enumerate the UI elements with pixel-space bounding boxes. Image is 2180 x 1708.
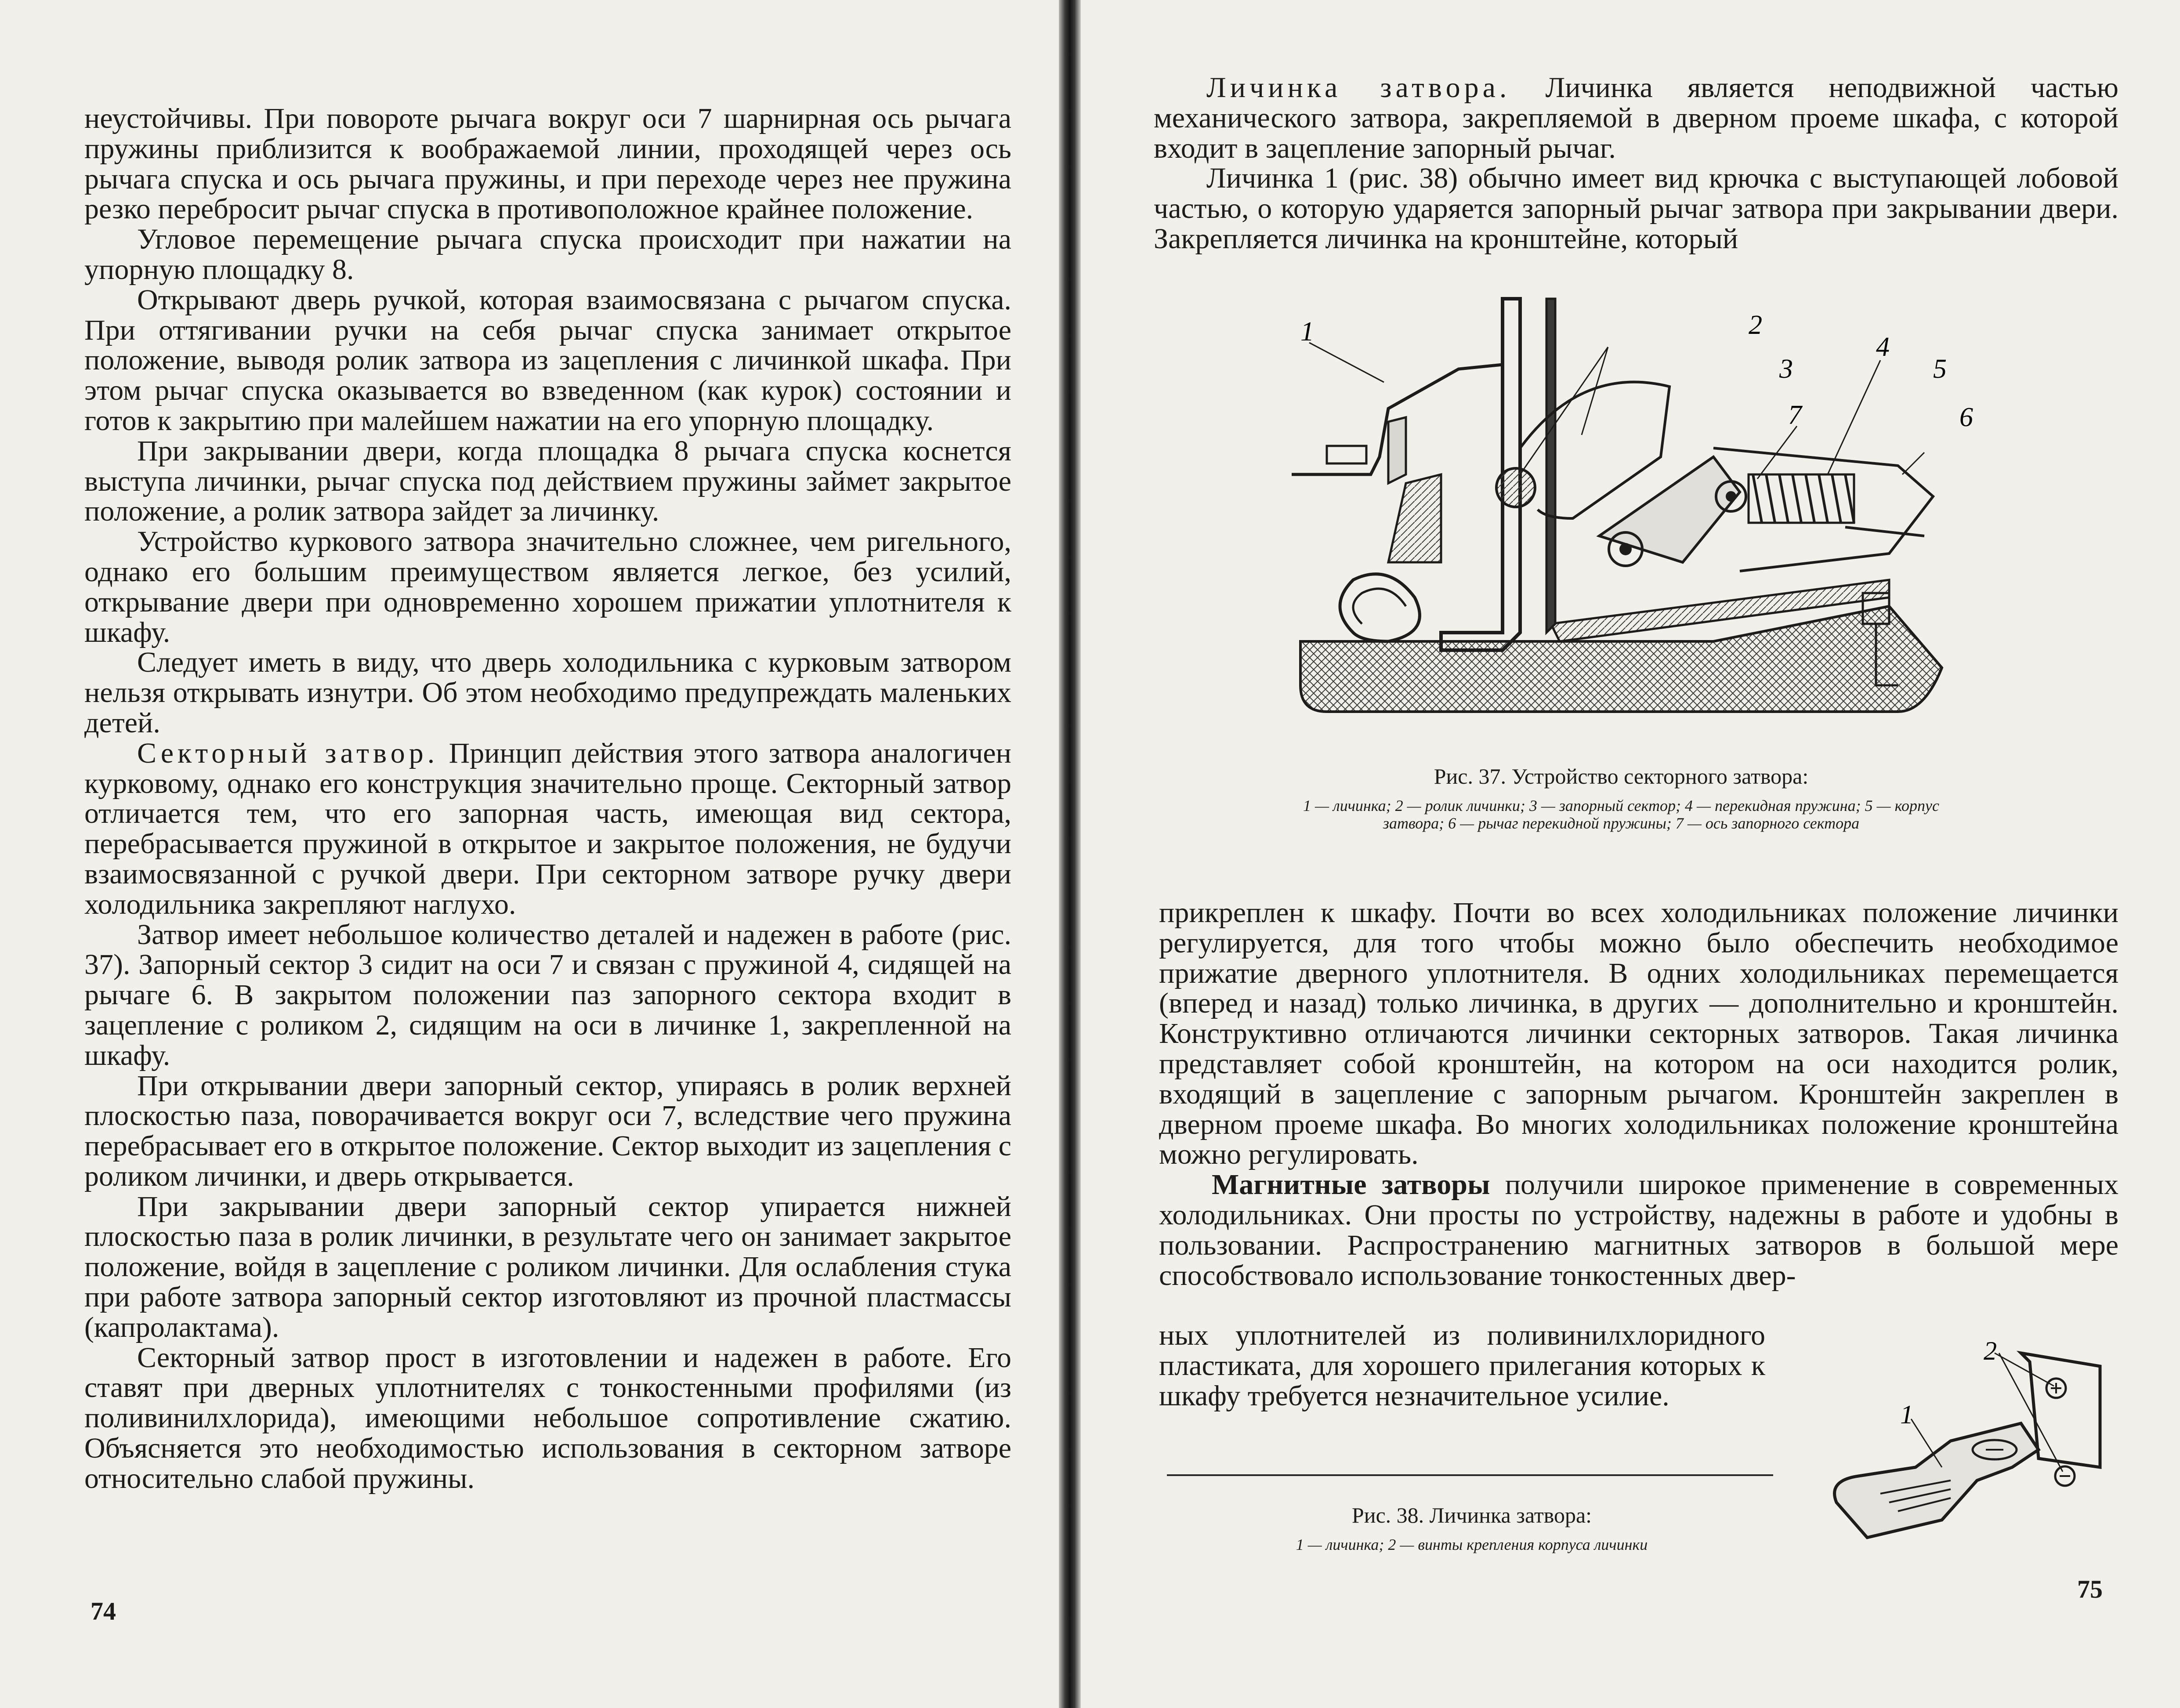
paragraph-text: получили широкое применение в современных холодильниках. Они просты по устройству, надежны в работе и удобны в пользовании. Распространению магнитных затворов в большой мере способствовало использование тонкостенных двер-: [1159, 1169, 2118, 1292]
section-heading-bold: Магнитные затворы: [1212, 1169, 1490, 1201]
figure-38-label: 1: [1900, 1400, 1913, 1429]
right-page-middle-text: [1159, 898, 2118, 1291]
door-seal: [1340, 574, 1420, 641]
right-page-narrow-text: [1159, 1321, 1765, 1411]
section-heading: Личинка затвора.: [1206, 72, 1511, 104]
latch-housing: [1713, 448, 1933, 571]
paragraph: Личинка 1 (рис. 38) обычно имеет вид крючка с выступающей лобовой частью, о которую ударяется запорный рычаг затвора при закрывании двери. Закрепляется личинка на кронштейне, который: [1154, 162, 2118, 255]
latch-bracket: [1388, 417, 1406, 483]
paragraph: Следует иметь в виду, что дверь холодильника с курковым затвором нельзя открывать изнутри. Об этом необходимо предупреждать маленьких детей.: [84, 646, 1011, 739]
figure-38-drawing: [1810, 1335, 2109, 1555]
figure-37-label: 1: [1300, 317, 1314, 347]
figure-38-legend: 1 — личинка; 2 — винты крепления корпуса личинки: [1296, 1536, 1648, 1553]
paragraph: Устройство куркового затвора значительно сложнее, чем ригельного, однако его большим преимуществом является легкое, без усилий, открывание двери при одновременно хорошем прижатии уплотнителя к шкафу.: [84, 525, 1011, 648]
figure-37-label: 6: [1959, 402, 1973, 432]
paragraph: При открывании двери запорный сектор, упираясь в ролик верхней плоскостью паза, поворачивается вокруг оси 7, вследствие чего пружина перебрасывает его в открытое положение. Сектор выходит из зацепления с роликом личинки, и дверь открывается.: [84, 1069, 1011, 1192]
paragraph: [1159, 1170, 2118, 1291]
caption-divider: [1167, 1474, 1773, 1476]
figure-37-legend: 1 — личинка; 2 — ролик личинки; 3 — запорный сектор; 4 — перекидная пружина; 5 — корпус затвора; 6 — рычаг перекидной пружины; 7 — ось запорного сектора: [1303, 797, 1939, 832]
figure-37-label: 5: [1933, 354, 1947, 384]
section-heading: Секторный затвор.: [137, 737, 439, 769]
left-page: [0, 0, 1059, 1708]
figure-37-label: 3: [1779, 354, 1793, 384]
latch-body: [1835, 1423, 2039, 1538]
book-gutter: [1059, 0, 1081, 1708]
paragraph-text: Принцип действия этого затвора аналогичен курковому, однако его конструкция значительно проще. Секторный затвор отличается тем, что его запорная часть, имеющая вид сектора, перебрасывается пружиной в открытое и закрытое положения, не будучи взаимосвязанной с ручкой двери. При секторном затворе ручку двери холодильника закрепляют наглухо.: [84, 737, 1011, 920]
figure-37-drawing: [1274, 290, 2003, 729]
figure-37-caption: Рис. 37. Устройство секторного затвора:: [1434, 764, 1809, 789]
page-number-right: 75: [2077, 1575, 2103, 1603]
over-center-spring: [1749, 474, 1854, 523]
paragraph: прикреплен к шкафу. Почти во всех холодильниках положение личинки регулируется, для того чтобы можно было обеспечить необходимое прижатие дверного уплотнителя. В одних холодильниках перемещается (вперед и назад) только личинка, в других — дополнительно и кронштейн. Конструктивно отличаются личинки секторных затворов. Такая личинка представляет собой кронштейн, на котором на оси находится ролик, входящий в зацепление с запорным рычагом. Кронштейн закреплен в дверном проеме шкафа. Во многих холодильниках положение кронштейна можно регулировать.: [1159, 897, 2118, 1171]
paragraph: При закрывании двери запорный сектор упирается нижней плоскостью паза в ролик личинки, в результате чего он занимает закрытое положение, войдя в зацепление с роликом личинки. Для ослабления стука при работе затвора запорный сектор изготовляют из прочной пластмассы (капролактама).: [84, 1190, 1011, 1343]
locking-sector: [1520, 382, 1669, 518]
right-page-top-text: [1154, 73, 2118, 254]
paragraph: неустойчивы. При повороте рычага вокруг оси 7 шарнирная ось рычага пружины приблизится к воображаемой линии, проходящей через ось рычага спуска и ось рычага пружины, и при переходе через нее пружина резко перебросит рычаг спуска в противоположное крайнее положение.: [84, 102, 1011, 225]
page-number-left: 74: [91, 1597, 116, 1625]
paragraph: [1154, 73, 2118, 163]
figure-37-label: 4: [1876, 332, 1890, 362]
paragraph: Открывают дверь ручкой, которая взаимосвязана с рычагом спуска. При оттягивании ручки на себя рычаг спуска занимает открытое положение, выводя ролик затвора из зацепления с личинкой шкафа. При этом рычаг спуска оказывается во взведенном (как курок) состоянии и готов к закрытию при малейшем нажатии на его упорную площадку.: [84, 283, 1011, 437]
paragraph: При закрывании двери, когда площадка 8 рычага спуска коснется выступа личинки, рычаг спуска под действием пружины займет закрытое положение, а ролик затвора зайдет за личинку.: [84, 434, 1011, 528]
figure-37-label: 2: [1749, 310, 1762, 340]
paragraph: Угловое перемещение рычага спуска происходит при нажатии на упорную площадку 8.: [84, 223, 1011, 286]
figure-37-label: 7: [1788, 400, 1802, 430]
figure-38-label: 2: [1984, 1336, 1997, 1365]
paragraph: ных уплотнителей из поливинилхлоридного пластиката, для хорошего прилегания которых к шкафу требуется незначительное усилие.: [1159, 1319, 1765, 1412]
latch-roller: [1496, 468, 1535, 507]
spring-lever: [1845, 527, 1924, 536]
paragraph-text: Личинка является неподвижной частью механического затвора, закрепляемой в дверном проеме шкафа, с которой входит в зацепление запорный рычаг.: [1154, 72, 2118, 164]
paragraph: Секторный затвор прост в изготовлении и надежен в работе. Его ставят при дверных уплотнителях с тонкостенными профилями (из поливинилхлорида), имеющими небольшое сопротивление сжатию. Объясняется это необходимостью использования в секторном затворе относительно слабой пружины.: [84, 1341, 1011, 1494]
left-page-text: [84, 104, 1011, 1494]
paragraph: Затвор имеет небольшое количество деталей и надежен в работе (рис. 37). Запорный сектор 3 сидит на оси 7 и связан с пружиной 4, сидящей на рычаге 6. В закрытом положении паз запорного сектора входит в зацепление с роликом 2, сидящим на оси в личинке 1, закрепленной на шкафу.: [84, 918, 1011, 1071]
paragraph: [84, 738, 1011, 920]
right-page: [1081, 0, 2180, 1708]
figure-38-caption: Рис. 38. Личинка затвора:: [1351, 1503, 1592, 1527]
